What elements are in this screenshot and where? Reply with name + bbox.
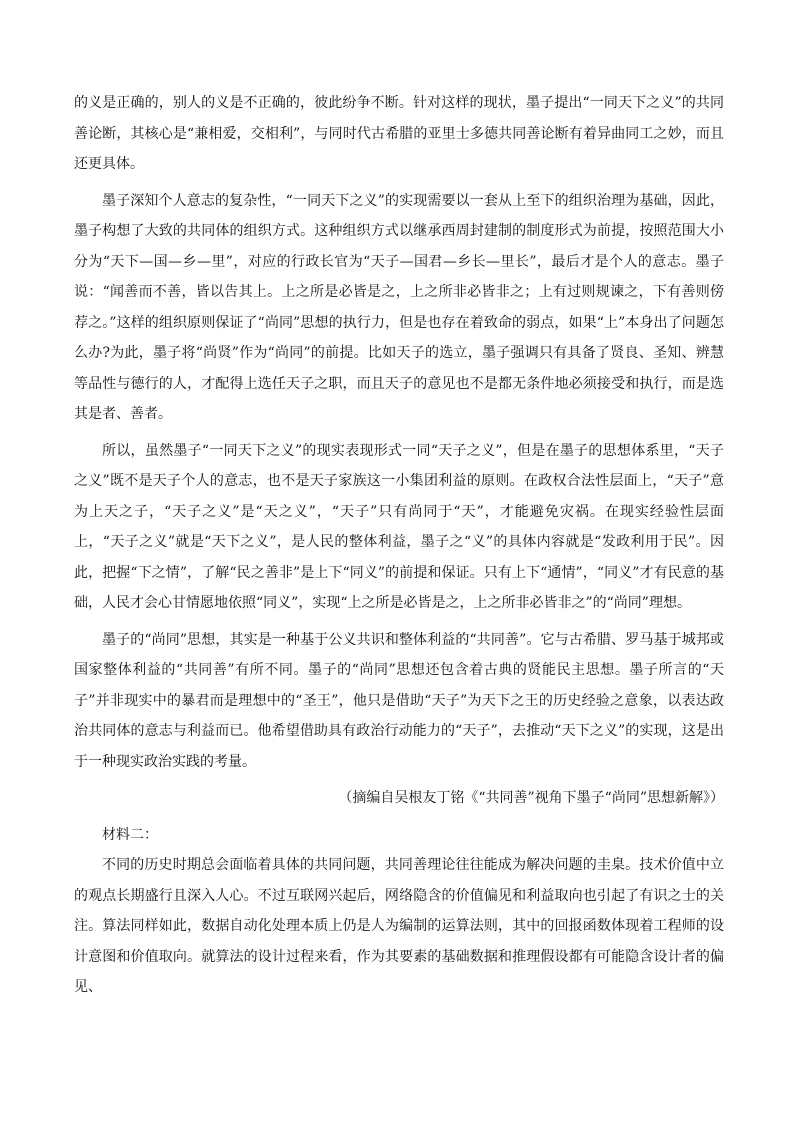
source-citation: （摘编自吴根友丁铭《“共同善”视角下墨子“尚同”思想新解》） (338, 790, 724, 806)
paragraph-shangtong: 墨子的“尚同”思想，其实是一种基于公义共识和整体利益的“共同善”。它与古希腊、罗马基于城邦或国家整体利益的“共同善”有所不同。墨子的“尚同”思想还包含着古典的贤能民主思想。墨子所言的“天子”并非现实中的暴君而是理想中的“圣王”，他只是借助“天子”为天下之王的历史经验之意象，以表达政治共同体的意志与利益而已。他希望借助具有政治行动能力的“天子”，去推动“天下之义”的实现，这是出于一种现实政治实践的考量。 (74, 631, 724, 770)
paragraph-continuation: 的义是正确的，别人的义是不正确的，彼此纷争不断。针对这样的现状，墨子提出“一同天下之义”的共同善论断，其核心是“兼相爱，交相利”，与同时代古希腊的亚里士多德共同善论断有着异曲同工之妙，而且还更具体。 (74, 95, 724, 172)
paragraph-organization: 墨子深知个人意志的复杂性，“一同天下之义”的实现需要以一套从上至下的组织治理为基础，因此，墨子构想了大致的共同体的组织方式。这种组织方式以继承西周封建制的制度形式为前提，按照范围大小分为“天下—国—乡—里”，对应的行政长官为“天子—国君—乡长—里长”，最后才是个人的意志。墨子说：“闻善而不善，皆以告其上。上之所是必皆是之，上之所非必皆非之；上有过则规谏之，下有善则傍荐之。”这样的组织原则保证了“尚同”思想的执行力，但是也存在着致命的弱点，如果“上”本身出了问题怎么办?为此，墨子将“尚贤”作为“尚同”的前提。比如天子的选立，墨子强调只有具备了贤良、圣知、辨慧等品性与德行的人，才配得上选任天子之职，而且天子的意见也不是都无条件地必须接受和执行，而是选其是者、善者。 (74, 192, 724, 422)
paragraph-tianzi-yi: 所以，虽然墨子“一同天下之义”的现实表现形式一同“天子之义”，但是在墨子的思想体系里，“天子之义”既不是天子个人的意志，也不是天子家族这一小集团利益的原则。在政权合法性层面上，“天子”意为上天之子，“天子之义”是“天之义”，“天子”只有尚同于“天”，才能避免灾祸。在现实经验性层面上，“天子之义”就是“天下之义”，是人民的整体利益，墨子之“义”的具体内容就是“发政利用于民”。因此，把握“下之情”，了解“民之善非”是上下“同义”的前提和保证。只有上下“通情”，“同义”才有民意的基础，人民才会心甘情愿地依照“同义”，实现“上之所是必皆是之，上之所非必皆非之”的“尚同”理想。 (74, 442, 724, 611)
material-label: 材料二： (102, 826, 158, 843)
paragraph-algorithm: 不同的历史时期总会面临着具体的共同问题，共同善理论往往能成为解决问题的圭臬。技术价值中立的观点长期盛行且深入人心。不过互联网兴起后，网络隐含的价值偏见和利益取向也引起了有识之士的关注。算法同样如此，数据自动化处理本质上仍是人为编制的运算法则，其中的回报函数体现着工程师的设计意图和价值取向。就算法的设计过程来看，作为其要素的基础数据和推理假设都有可能隐含设计者的偏见、 (74, 857, 724, 995)
document-page (74, 88, 724, 1003)
